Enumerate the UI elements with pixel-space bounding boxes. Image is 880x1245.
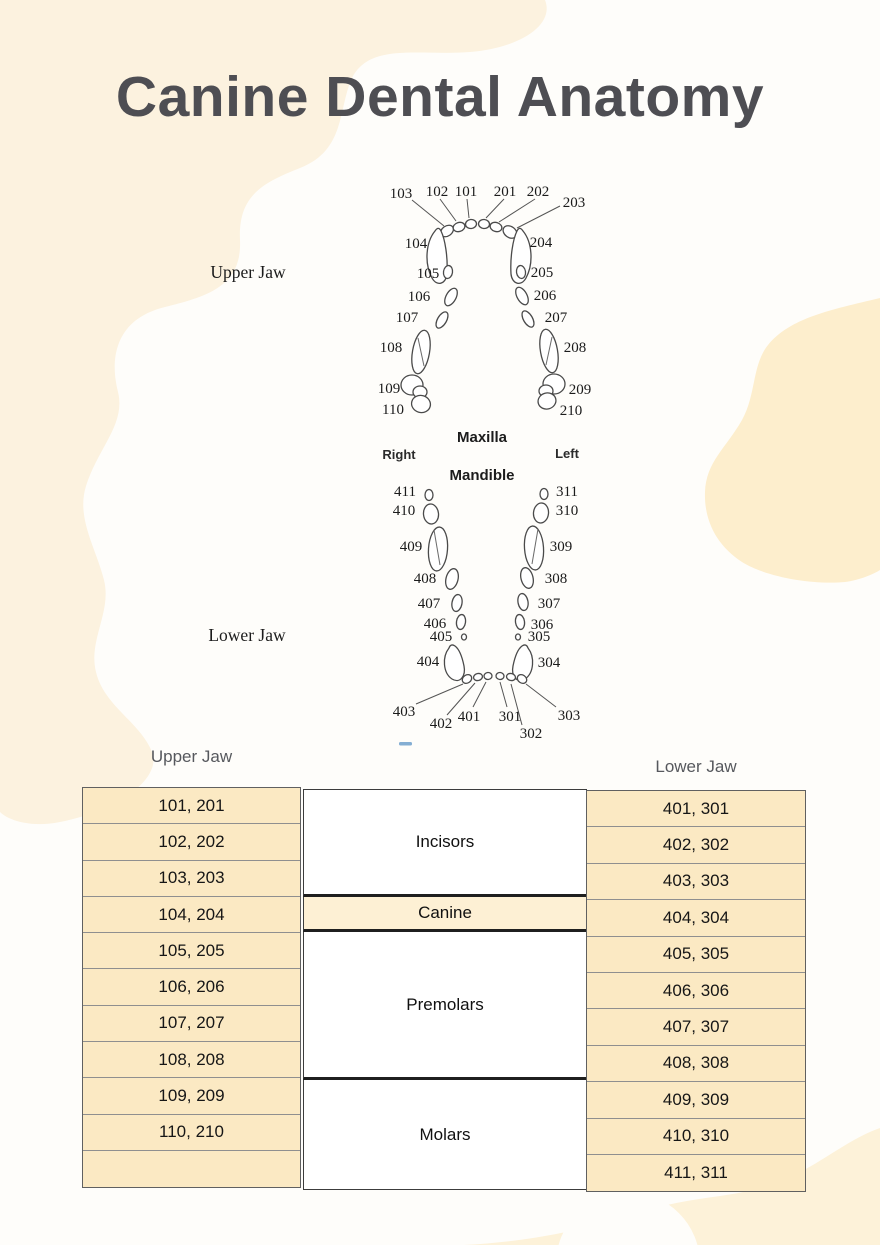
tooth-label-411: 411 bbox=[394, 484, 416, 500]
upper-jaw-cell-empty bbox=[83, 1151, 300, 1187]
upper-jaw-cell: 101, 201 bbox=[83, 788, 300, 824]
tooth-label-306: 306 bbox=[530, 617, 554, 633]
upper-jaw-table-header: Upper Jaw bbox=[150, 747, 233, 766]
tooth-label-109: 109 bbox=[377, 381, 401, 397]
tooth-label-310: 310 bbox=[555, 503, 579, 519]
tooth-label-304: 304 bbox=[537, 655, 561, 671]
tooth-label-107: 107 bbox=[395, 310, 419, 326]
lower-jaw-cell: 409, 309 bbox=[587, 1082, 805, 1118]
lower-jaw-teeth-shapes bbox=[422, 489, 549, 686]
upper-jaw-cell: 106, 206 bbox=[83, 969, 300, 1005]
category-cell-premolars: Premolars bbox=[303, 932, 587, 1080]
lower-jaw-cell: 411, 311 bbox=[587, 1155, 805, 1191]
tooth-label-403: 403 bbox=[392, 704, 416, 720]
tooth-label-404: 404 bbox=[416, 654, 440, 670]
tooth-label-401: 401 bbox=[457, 709, 481, 725]
upper-jaw-cell: 104, 204 bbox=[83, 897, 300, 933]
lower-jaw-number-column bbox=[586, 790, 806, 1192]
blob-notch bbox=[556, 1192, 700, 1245]
tooth-label-309: 309 bbox=[549, 539, 573, 555]
upper-jaw-cell: 105, 205 bbox=[83, 933, 300, 969]
page-title: Canine Dental Anatomy bbox=[115, 65, 765, 129]
upper-jaw-side-label: Upper Jaw bbox=[210, 262, 286, 282]
category-cell-incisors: Incisors bbox=[303, 789, 587, 897]
diagram-labels bbox=[208, 184, 591, 742]
lower-jaw-cell: 408, 308 bbox=[587, 1046, 805, 1082]
tooth-label-311: 311 bbox=[556, 484, 578, 500]
blue-dash-mark bbox=[399, 742, 412, 746]
tooth-label-405: 405 bbox=[429, 629, 453, 645]
tooth-label-410: 410 bbox=[392, 503, 416, 519]
upper-jaw-cell: 109, 209 bbox=[83, 1078, 300, 1114]
tooth-label-210: 210 bbox=[559, 403, 583, 419]
tooth-label-203: 203 bbox=[562, 195, 586, 211]
right-side-label: Right bbox=[382, 447, 416, 462]
lower-jaw-cell: 406, 306 bbox=[587, 973, 805, 1009]
left-side-label: Left bbox=[555, 446, 579, 461]
upper-jaw-cell: 103, 203 bbox=[83, 861, 300, 897]
tooth-label-303: 303 bbox=[557, 708, 581, 724]
tooth-label-103: 103 bbox=[389, 186, 413, 202]
tooth-label-302: 302 bbox=[519, 726, 543, 742]
tooth-label-205: 205 bbox=[530, 265, 554, 281]
tooth-label-201: 201 bbox=[493, 184, 517, 200]
tooth-label-106: 106 bbox=[407, 289, 431, 305]
upper-jaw-cell: 108, 208 bbox=[83, 1042, 300, 1078]
tooth-label-402: 402 bbox=[429, 716, 453, 732]
tooth-label-307: 307 bbox=[537, 596, 561, 612]
lower-jaw-table-header: Lower Jaw bbox=[655, 757, 737, 776]
lower-jaw-cell: 407, 307 bbox=[587, 1009, 805, 1045]
tooth-label-104: 104 bbox=[404, 236, 428, 252]
tooth-label-206: 206 bbox=[533, 288, 557, 304]
upper-jaw-cell: 107, 207 bbox=[83, 1006, 300, 1042]
tooth-label-408: 408 bbox=[413, 571, 437, 587]
lower-jaw-cell: 404, 304 bbox=[587, 900, 805, 936]
category-cell-canine: Canine bbox=[303, 897, 587, 932]
lower-jaw-cell: 401, 301 bbox=[587, 791, 805, 827]
tooth-label-204: 204 bbox=[529, 235, 553, 251]
tooth-label-208: 208 bbox=[563, 340, 587, 356]
tooth-label-202: 202 bbox=[526, 184, 550, 200]
tooth-label-105: 105 bbox=[416, 266, 440, 282]
upper-jaw-cell: 110, 210 bbox=[83, 1115, 300, 1151]
tooth-label-207: 207 bbox=[544, 310, 568, 326]
tooth-label-308: 308 bbox=[544, 571, 568, 587]
tooth-label-409: 409 bbox=[399, 539, 423, 555]
upper-jaw-number-column bbox=[82, 787, 301, 1188]
lower-jaw-cell: 402, 302 bbox=[587, 827, 805, 863]
upper-jaw-cell: 102, 202 bbox=[83, 824, 300, 860]
tooth-label-406: 406 bbox=[423, 616, 447, 632]
blob-right bbox=[705, 298, 880, 583]
lower-jaw-cell: 405, 305 bbox=[587, 937, 805, 973]
tooth-label-102: 102 bbox=[425, 184, 449, 200]
tooth-label-101: 101 bbox=[454, 184, 478, 200]
tooth-label-301: 301 bbox=[498, 709, 522, 725]
lower-jaw-cell: 403, 303 bbox=[587, 864, 805, 900]
maxilla-label: Maxilla bbox=[456, 429, 508, 446]
tooth-label-305: 305 bbox=[527, 629, 551, 645]
tooth-label-209: 209 bbox=[568, 382, 592, 398]
lower-jaw-cell: 410, 310 bbox=[587, 1119, 805, 1155]
lower-jaw-side-label: Lower Jaw bbox=[208, 625, 286, 645]
mandible-label: Mandible bbox=[449, 467, 515, 484]
tooth-label-407: 407 bbox=[417, 596, 441, 612]
category-cell-molars: Molars bbox=[303, 1080, 587, 1190]
tooth-label-108: 108 bbox=[379, 340, 403, 356]
tooth-label-110: 110 bbox=[382, 402, 404, 418]
